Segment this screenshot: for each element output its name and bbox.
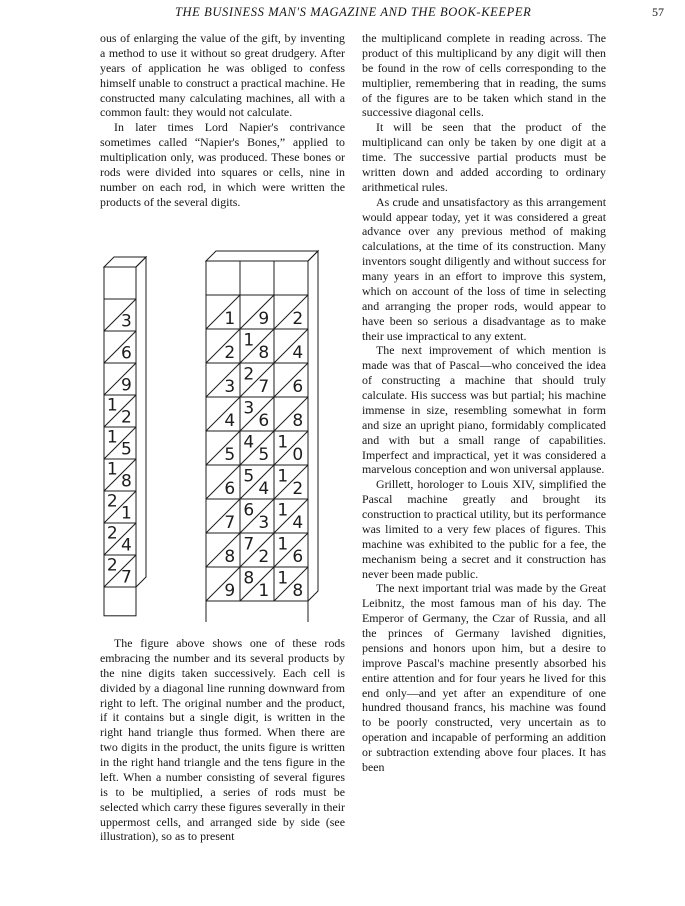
paragraph: In later times Lord Napier's contrivance sometimes called “Napier's Bones,” applied to multiplication only, was produced. These bones or rods were divided into squares or cells, nine in number on each rod, in which were written the products of the several digits. [100, 120, 345, 209]
multi-rod-units-digit: 8 [292, 411, 304, 432]
paragraph: Grillett, horologer to Louis XIV, simplified the Pascal machine greatly and brought its construction to practical utility, but its performance was limited to a very few places of figures. This machine was exhibited to the public for a fee, the mechanism being a secret and it construction has never been made public. [362, 477, 606, 581]
multi-rod-units-digit: 7 [224, 513, 236, 534]
paragraph: The next important trial was made by the Great Leibnitz, the most famous man of his day. The Emperor of Germany, the Czar of Russia, and all the princes of Germany lavished dignities, pensions and honors upon him, but a desire to improve Pascal's machine presently absorbed his entire attention and for four years he lived for this end only—and yet after an expenditure of one hundred thousand francs, his machine was found to be poorly constructed, very uncertain as to operation and incapable of performing an addition or subtraction extending above four places. It has been [362, 581, 606, 774]
multi-rod-units-digit: 1 [224, 309, 236, 330]
multi-rod-side-face [308, 251, 318, 601]
running-header [0, 5, 685, 23]
multi-rod-tens-digit: 1 [277, 500, 289, 521]
multi-rod-units-digit: 7 [258, 377, 270, 398]
multi-rod-units-digit: 8 [292, 581, 304, 602]
paragraph: The figure above shows one of these rods embracing the number and its several products by the nine digits taken successively. Each cell is divided by a diagonal line running downward from right to left. The original number and the product, if it contains but a single digit, is written in the right hand triangle thus formed. When there are two digits in the product, the units figure is written in the right hand triangle and the tens figure in the left. When a number consisting of several figures is to be multiplied, a series of rods must be selected which carry these figures severally in their uppermost cells, and arranged side by side (see illustration), so as to present [100, 636, 345, 844]
single-rod-units-digit: 5 [120, 439, 132, 460]
single-rod-side-face [136, 257, 146, 587]
multi-rod-units-digit: 6 [292, 547, 304, 568]
single-rod-tens-digit: 1 [106, 395, 118, 416]
left-column-top [100, 31, 345, 210]
header-title: THE BUSINESS MAN'S MAGAZINE AND THE BOOK-KEEPER [175, 5, 532, 19]
multi-rod-top-cap [206, 261, 308, 295]
multi-rod-tens-digit: 2 [243, 364, 255, 385]
single-rod-units-digit: 8 [120, 471, 132, 492]
single-rod-tens-digit: 1 [106, 459, 118, 480]
multi-rod-units-digit: 5 [224, 445, 236, 466]
single-rod-units-digit: 4 [120, 535, 132, 556]
multi-rod-top-face [206, 251, 318, 261]
multi-rod-units-digit: 9 [224, 581, 236, 602]
multi-rod-tens-digit: 1 [277, 534, 289, 555]
multi-rod-tens-digit: 6 [243, 500, 255, 521]
single-rod-units-digit: 2 [120, 407, 132, 428]
multi-rod-units-digit: 6 [292, 377, 304, 398]
multi-rod-units-digit: 4 [258, 479, 270, 500]
multi-rod-units-digit: 6 [224, 479, 236, 500]
multi-rod-bottom-cap [206, 601, 308, 622]
multi-rod-units-digit: 8 [258, 343, 270, 364]
single-rod-bottom-cap [104, 587, 136, 616]
multi-rod-units-digit: 2 [224, 343, 236, 364]
multi-rod-tens-digit: 1 [243, 330, 255, 351]
page-number: 57 [652, 5, 664, 19]
single-rod-units-digit: 9 [120, 375, 132, 396]
paragraph: As crude and unsatisfactory as this arrangement would appear today, yet it was considered a great advance over any previous method of making calculations, at the time of its construction. Many inventors sought diligently and without success for many years in an effort to improve this system, which on account of the loss of time in selecting and arranging the proper rods, would appear to have been so serious a disadvantage as to make their use impractical to any extent. [362, 194, 606, 343]
multi-rod-units-digit: 3 [258, 513, 270, 534]
multi-rod-units-digit: 8 [224, 547, 236, 568]
multi-rod-units-digit: 2 [292, 479, 304, 500]
multi-rod-tens-digit: 7 [243, 534, 255, 555]
multi-rod-units-digit: 5 [258, 445, 270, 466]
multi-rod-units-digit: 4 [224, 411, 236, 432]
multi-rod-tens-digit: 1 [277, 466, 289, 487]
multi-rod-units-digit: 6 [258, 411, 270, 432]
multi-rod-tens-digit: 1 [277, 432, 289, 453]
paragraph: ous of enlarging the value of the gift, by inventing a method to use it without so great drudgery. After years of application he was obliged to confess himself unable to construct a practical machine. He constructed many calculating machines, all with a common fault: they would not calculate. [100, 31, 345, 120]
multi-rod-units-digit: 0 [292, 445, 304, 466]
paragraph: It will be seen that the product of the multiplicand can only be taken by one digit at a time. The successive partial products must be written down and added according to ordinary arithmetical rules. [362, 120, 606, 194]
single-rod-units-digit: 7 [120, 567, 132, 588]
single-rod-units-digit: 6 [120, 343, 132, 364]
multi-rod-tens-digit: 8 [243, 568, 255, 589]
left-column-bottom [100, 636, 345, 844]
paragraph: the multiplicand complete in reading across. The product of this multiplicand by any digit will then be found in the row of cells corresponding to the multiplier, remembering that in reading, the sums of the figures are to be taken which stand in the successive diagonal cells. [362, 31, 606, 120]
napier-bones-illustration [98, 247, 348, 622]
paragraph: The next improvement of which mention is made was that of Pascal—who conceived the idea of constructing a machine that should truly calculate. His success was but partial; his machine immense in size, resembling somewhat in form and size an upright piano, formidably complicated and with but a small range of capabilities. Imperfect and impractical, yet it was considered a marvelous conception and won universal applause. [362, 343, 606, 477]
single-rod-top-cap [104, 267, 136, 299]
multi-rod-units-digit: 3 [224, 377, 236, 398]
multi-rod-units-digit: 4 [292, 513, 304, 534]
single-rod-top-face [104, 257, 146, 267]
right-column [362, 31, 606, 775]
multi-rod-units-digit: 2 [258, 547, 270, 568]
single-rod-tens-digit: 1 [106, 427, 118, 448]
multi-rod-units-digit: 4 [292, 343, 304, 364]
napier-bones-figure [98, 247, 348, 622]
single-rod-tens-digit: 2 [106, 555, 118, 576]
multi-rod-tens-digit: 1 [277, 568, 289, 589]
single-rod-tens-digit: 2 [106, 491, 118, 512]
multi-rod-tens-digit: 5 [243, 466, 255, 487]
multi-rod-units-digit: 2 [292, 309, 304, 330]
multi-rod-units-digit: 9 [258, 309, 270, 330]
multi-rod-units-digit: 1 [258, 581, 270, 602]
single-rod-units-digit: 1 [120, 503, 132, 524]
single-rod-tens-digit: 2 [106, 523, 118, 544]
multi-rod-tens-digit: 4 [243, 432, 255, 453]
single-rod-units-digit: 3 [120, 311, 132, 332]
multi-rod-tens-digit: 3 [243, 398, 255, 419]
